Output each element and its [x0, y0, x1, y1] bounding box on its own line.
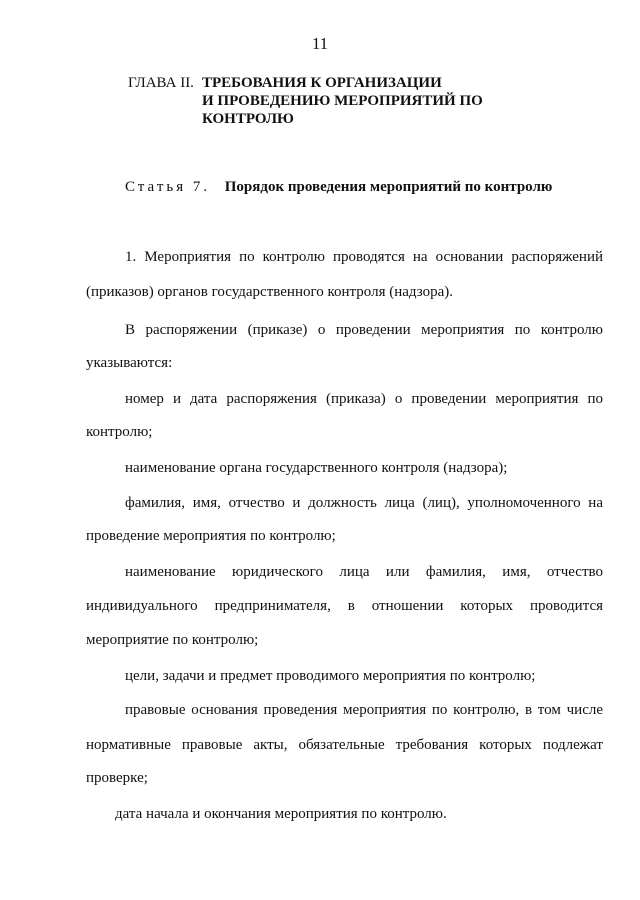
- paragraph-line: цели, задачи и предмет проводимого мероприятия по контролю;: [125, 668, 536, 684]
- paragraph-line: проведение мероприятия по контролю;: [86, 528, 336, 544]
- paragraph-line: правовые основания проведения мероприятия по контролю, в том числе: [125, 702, 603, 718]
- chapter-title-line: И ПРОВЕДЕНИЮ МЕРОПРИЯТИЙ ПО: [202, 93, 483, 109]
- paragraph-line: контролю;: [86, 424, 153, 440]
- article-title: Порядок проведения мероприятий по контролю: [224, 179, 553, 195]
- article-heading: [125, 178, 552, 196]
- paragraph-line: указываются:: [86, 355, 173, 371]
- paragraph-line: проверке;: [86, 770, 148, 786]
- paragraph-line: 1. Мероприятия по контролю проводятся на основании распоряжений: [125, 249, 603, 265]
- chapter-title-line: ТРЕБОВАНИЯ К ОРГАНИЗАЦИИ: [202, 75, 442, 91]
- paragraph-line: дата начала и окончания мероприятия по контролю.: [115, 806, 447, 822]
- paragraph-line: наименование юридического лица или фамилия, имя, отчество: [125, 564, 603, 580]
- paragraph-line: наименование органа государственного контроля (надзора);: [125, 460, 508, 476]
- chapter-title: [202, 74, 502, 128]
- chapter-title-line: КОНТРОЛЮ: [202, 111, 294, 127]
- paragraph-line: В распоряжении (приказе) о проведении мероприятия по контролю: [125, 322, 603, 338]
- paragraph-line: фамилия, имя, отчество и должность лица (лиц), уполномоченного на: [125, 495, 603, 511]
- chapter-label: ГЛАВА II.: [128, 75, 194, 91]
- page-number: 11: [311, 34, 329, 53]
- paragraph-line: номер и дата распоряжения (приказа) о проведении мероприятия по: [125, 391, 603, 407]
- paragraph-line: (приказов) органов государственного контроля (надзора).: [86, 284, 453, 300]
- paragraph-line: нормативные правовые акты, обязательные требования которых подлежат: [86, 737, 603, 753]
- paragraph-line: мероприятие по контролю;: [86, 632, 259, 648]
- article-label: Статья 7.: [125, 179, 211, 195]
- paragraph-line: индивидуального предпринимателя, в отношении которых проводится: [86, 598, 603, 614]
